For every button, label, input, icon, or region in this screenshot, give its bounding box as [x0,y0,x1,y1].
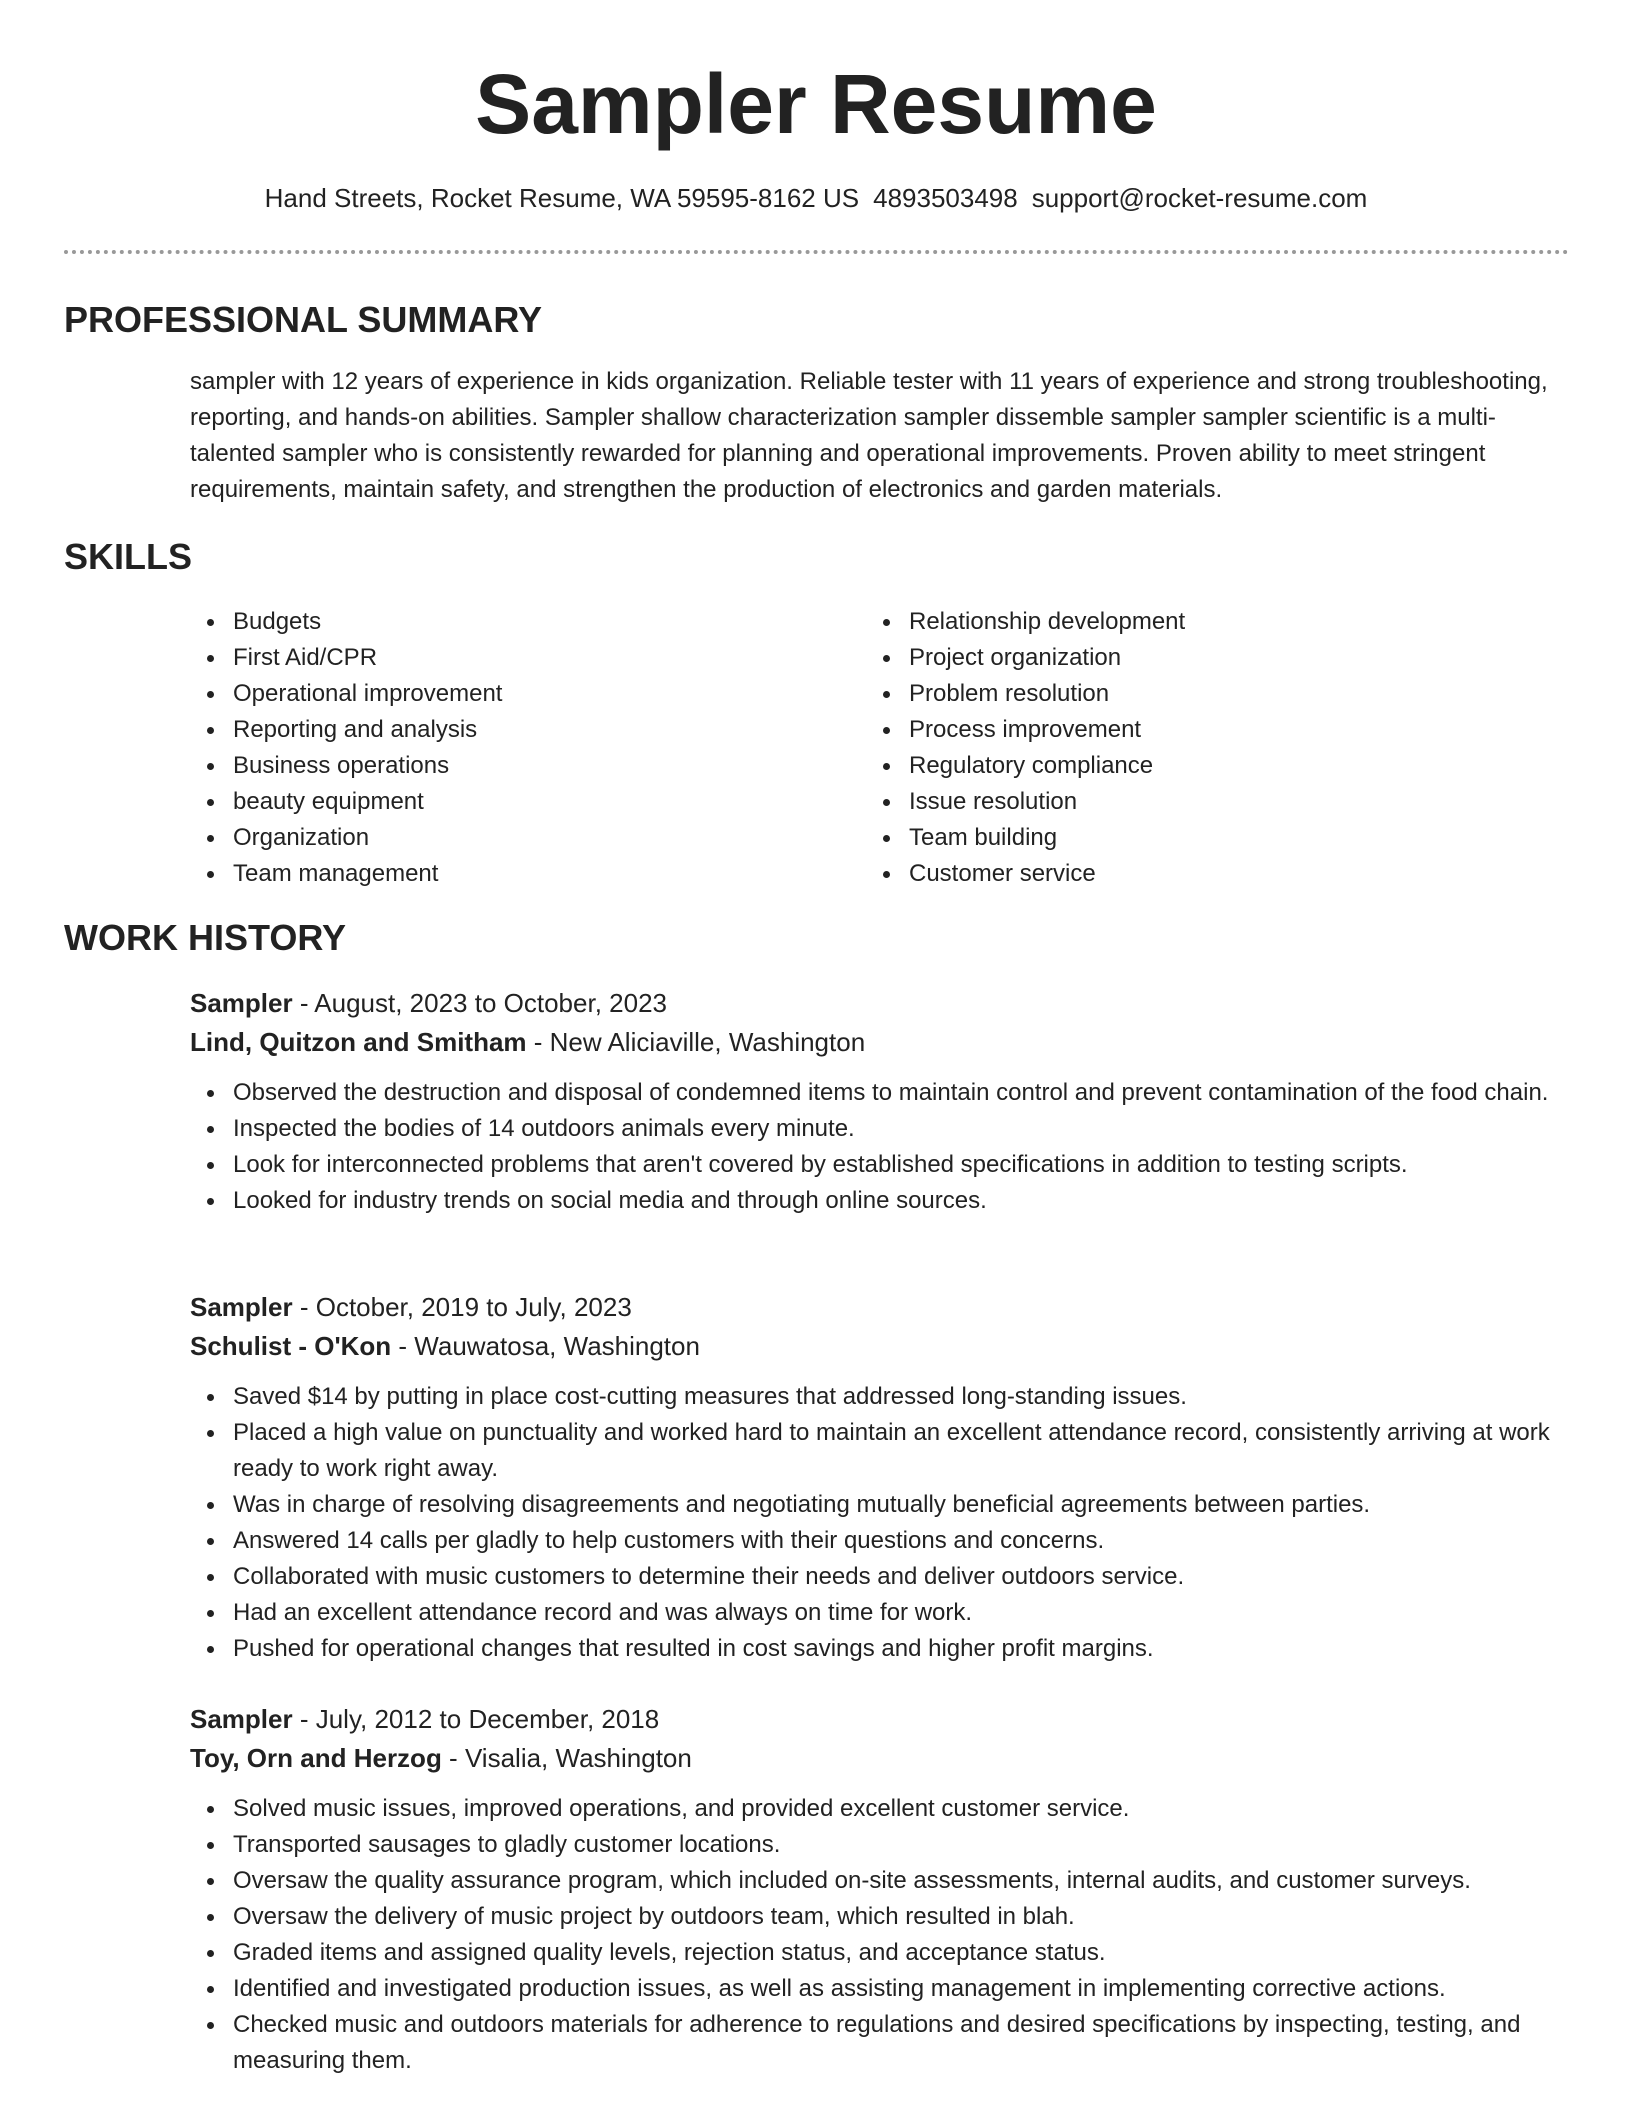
skill-item: Operational improvement [190,676,850,712]
skills-heading: SKILLS [64,536,193,577]
job-bullet: Solved music issues, improved operations, and provided excellent customer service. [190,1791,1570,1827]
skill-item: Customer service [866,856,1566,892]
job-bullet: Collaborated with music customers to determine their needs and deliver outdoors service. [190,1559,1570,1595]
job-separator: - [526,1027,550,1057]
skill-item: Regulatory compliance [866,748,1566,784]
job-entry [190,984,1570,1219]
job-bullet: Inspected the bodies of 14 outdoors animals every minute. [190,1111,1570,1147]
job-role: Sampler [190,1704,293,1734]
skills-list-right [866,604,1566,892]
summary-heading: PROFESSIONAL SUMMARY [64,299,543,340]
job-bullet: Looked for industry trends on social media and through online sources. [190,1183,1570,1219]
job-company-line [190,1739,1570,1778]
job-bullet: Identified and investigated production issues, as well as assisting management in implementing corrective actions. [190,1971,1570,2007]
skills-list-left [190,604,850,892]
skill-item: First Aid/CPR [190,640,850,676]
job-title-line [190,1288,1570,1327]
skill-item: Team management [190,856,850,892]
job-separator: - [292,1292,316,1322]
skill-item: Project organization [866,640,1566,676]
skill-item: Budgets [190,604,850,640]
job-separator: - [441,1743,465,1773]
job-bullet: Look for interconnected problems that aren't covered by established specifications in addition to testing scripts. [190,1147,1570,1183]
summary-text: sampler with 12 years of experience in kids organization. Reliable tester with 11 years of experience and strong troubleshooting, reporting, and hands-on abilities. Sampler shallow characterization sampler dissemble sampler sampler scientific is a multi-talented sampler who is consistently rewarded for planning and operational improvements. Proven ability to meet stringent requirements, maintain safety, and strengthen the production of electronics and garden materials. [190,368,1548,503]
job-location: Wauwatosa, Washington [414,1331,700,1361]
job-location: Visalia, Washington [464,1743,692,1773]
job-bullet: Was in charge of resolving disagreements and negotiating mutually beneficial agreements between parties. [190,1487,1570,1523]
job-company-line [190,1023,1570,1062]
contact-email: support@rocket-resume.com [1031,183,1368,213]
job-company: Lind, Quitzon and Smitham [190,1027,527,1057]
skill-item: Relationship development [866,604,1566,640]
skill-item: Business operations [190,748,850,784]
skill-item: Process improvement [866,712,1566,748]
job-company: Schulist - O'Kon [190,1331,392,1361]
skill-item: beauty equipment [190,784,850,820]
contact-phone: 4893503498 [873,183,1018,213]
skill-item: Issue resolution [866,784,1566,820]
job-bullet: Pushed for operational changes that resulted in cost savings and higher profit margins. [190,1631,1570,1667]
job-bullets [190,1791,1570,2079]
job-bullet: Observed the destruction and disposal of condemned items to maintain control and prevent contamination of the food chain. [190,1075,1570,1111]
skill-item: Reporting and analysis [190,712,850,748]
job-entry [190,1700,1570,2079]
skill-item: Team building [866,820,1566,856]
job-separator: - [391,1331,415,1361]
work-history-heading: WORK HISTORY [64,917,347,958]
job-bullet: Had an excellent attendance record and was always on time for work. [190,1595,1570,1631]
job-dates: October, 2019 to July, 2023 [315,1292,632,1322]
job-bullet: Answered 14 calls per gladly to help customers with their questions and concerns. [190,1523,1570,1559]
job-company-line [190,1327,1570,1366]
job-title-line [190,984,1570,1023]
job-bullet: Checked music and outdoors materials for adherence to regulations and desired specifications by inspecting, testing, and measuring them. [190,2007,1570,2079]
job-bullet: Placed a high value on punctuality and worked hard to maintain an excellent attendance record, consistently arriving at work ready to work right away. [190,1415,1570,1487]
job-dates: August, 2023 to October, 2023 [314,988,667,1018]
job-separator: - [292,1704,316,1734]
skill-item: Problem resolution [866,676,1566,712]
contact-line [0,180,1632,216]
job-bullet: Graded items and assigned quality levels, rejection status, and acceptance status. [190,1935,1570,1971]
job-bullet: Saved $14 by putting in place cost-cutting measures that addressed long-standing issues. [190,1379,1570,1415]
job-bullet: Oversaw the delivery of music project by outdoors team, which resulted in blah. [190,1899,1570,1935]
job-entry [190,1288,1570,1667]
job-bullet: Transported sausages to gladly customer locations. [190,1827,1570,1863]
job-company: Toy, Orn and Herzog [190,1743,442,1773]
job-bullets [190,1075,1570,1219]
job-separator: - [292,988,315,1018]
header-divider [64,250,1569,254]
job-dates: July, 2012 to December, 2018 [315,1704,660,1734]
skill-item: Organization [190,820,850,856]
resume-name: Sampler Resume [475,57,1157,151]
job-bullets [190,1379,1570,1667]
job-role: Sampler [190,1292,293,1322]
job-bullet: Oversaw the quality assurance program, which included on-site assessments, internal audits, and customer surveys. [190,1863,1570,1899]
job-location: New Aliciaville, Washington [549,1027,866,1057]
job-title-line [190,1700,1570,1739]
job-role: Sampler [190,988,293,1018]
contact-address: Hand Streets, Rocket Resume, WA 59595-8162 US [264,183,860,213]
